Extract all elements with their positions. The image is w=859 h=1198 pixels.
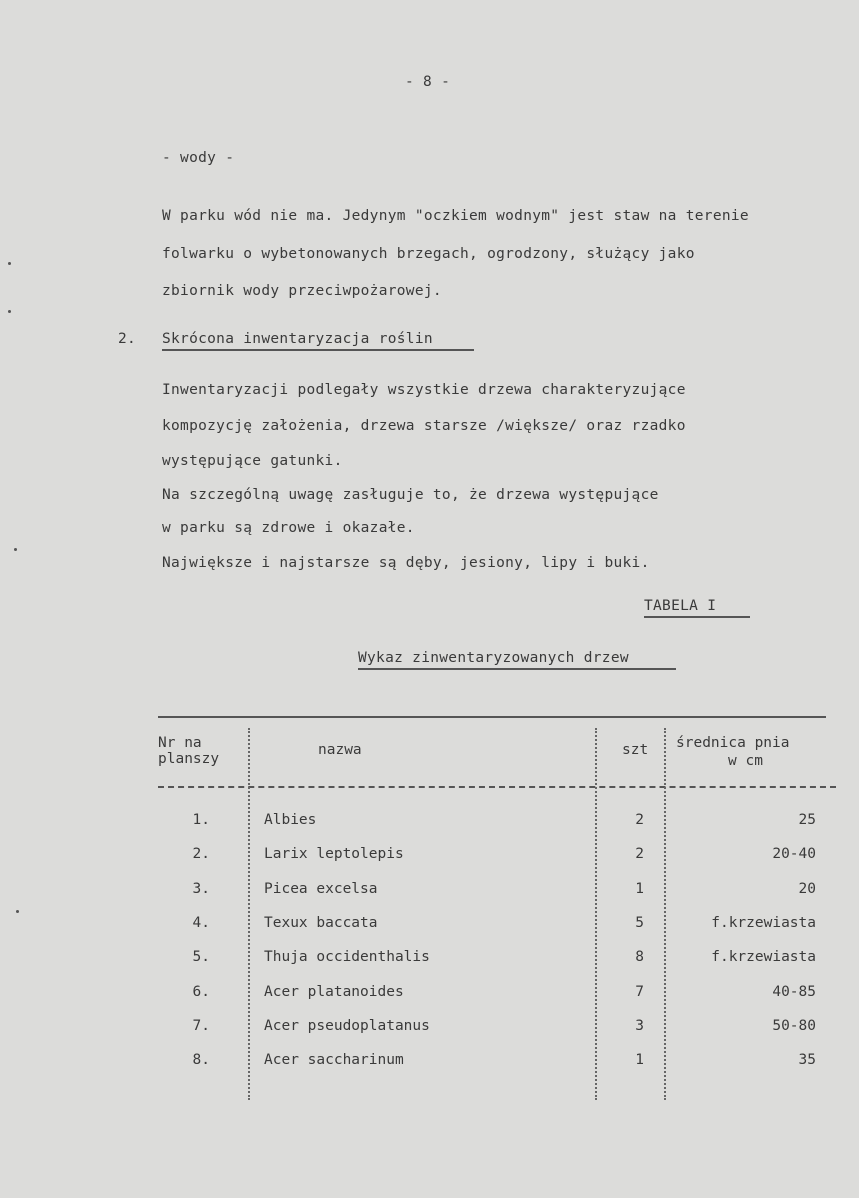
paragraph-line: w parku są zdrowe i okazałe. — [162, 520, 415, 536]
page-number: - 8 - — [405, 74, 451, 90]
header-nr-line2: planszy — [158, 751, 220, 767]
row-srednica: 20 — [798, 881, 816, 897]
header-nazwa: nazwa — [318, 742, 362, 758]
paragraph-line: Największe i najstarsze są dęby, jesiony, lipy i buki. — [162, 555, 650, 571]
row-srednica: 20-40 — [772, 846, 816, 862]
row-srednica: 35 — [798, 1052, 816, 1068]
paragraph-line: Na szczególną uwagę zasługuje to, że drzewa występujące — [162, 487, 659, 503]
paragraph-line: zbiornik wody przeciwpożarowej. — [162, 283, 442, 299]
header-srednica-line1: średnica pnia — [676, 735, 790, 751]
section-heading-wody: - wody - — [162, 150, 235, 166]
scan-speck — [16, 910, 19, 913]
row-szt: 1 — [635, 1052, 644, 1068]
row-szt: 3 — [635, 1018, 644, 1034]
row-nazwa: Acer pseudoplatanus — [264, 1018, 430, 1034]
row-nr: 1. — [192, 812, 210, 828]
row-nr: 8. — [192, 1052, 210, 1068]
column-divider — [595, 728, 597, 1100]
paragraph-line: folwarku o wybetonowanych brzegach, ogrodzony, służący jako — [162, 246, 695, 262]
table-label: TABELA I — [644, 598, 750, 618]
row-nr: 2. — [192, 846, 210, 862]
scan-speck — [14, 548, 17, 551]
row-nazwa: Larix leptolepis — [264, 846, 404, 862]
row-srednica: 50-80 — [772, 1018, 816, 1034]
row-nazwa: Picea excelsa — [264, 881, 378, 897]
row-nr: 5. — [192, 949, 210, 965]
table-top-rule — [158, 716, 826, 718]
row-szt: 2 — [635, 812, 644, 828]
row-nazwa: Acer platanoides — [264, 984, 404, 1000]
row-szt: 1 — [635, 881, 644, 897]
row-srednica: 25 — [798, 812, 816, 828]
row-szt: 2 — [635, 846, 644, 862]
row-nr: 4. — [192, 915, 210, 931]
header-srednica-line2: w cm — [728, 753, 763, 769]
row-nazwa: Thuja occidenthalis — [264, 949, 430, 965]
table-title: Wykaz zinwentaryzowanych drzew — [358, 650, 676, 670]
row-srednica: f.krzewiasta — [711, 949, 816, 965]
row-srednica: f.krzewiasta — [711, 915, 816, 931]
row-szt: 5 — [635, 915, 644, 931]
header-szt: szt — [622, 742, 649, 758]
section-heading: Skrócona inwentaryzacja roślin — [162, 331, 474, 351]
row-szt: 7 — [635, 984, 644, 1000]
row-nr: 7. — [192, 1018, 210, 1034]
paragraph-line: Inwentaryzacji podlegały wszystkie drzewa charakteryzujące — [162, 382, 686, 398]
paragraph-line: występujące gatunki. — [162, 453, 343, 469]
row-szt: 8 — [635, 949, 644, 965]
table-header-rule — [158, 786, 836, 788]
paragraph-line: kompozycję założenia, drzewa starsze /większe/ oraz rzadko — [162, 418, 686, 434]
row-nazwa: Acer saccharinum — [264, 1052, 404, 1068]
column-divider — [248, 728, 250, 1100]
scan-speck — [8, 310, 11, 313]
row-nr: 3. — [192, 881, 210, 897]
scan-speck — [8, 262, 11, 265]
column-divider — [664, 728, 666, 1100]
section-number: 2. — [118, 331, 137, 347]
row-nazwa: Texux baccata — [264, 915, 378, 931]
row-srednica: 40-85 — [772, 984, 816, 1000]
paragraph-line: W parku wód nie ma. Jedynym "oczkiem wodnym" jest staw na terenie — [162, 208, 749, 224]
header-nr-line1: Nr na — [158, 735, 202, 751]
row-nazwa: Albies — [264, 812, 317, 828]
row-nr: 6. — [192, 984, 210, 1000]
